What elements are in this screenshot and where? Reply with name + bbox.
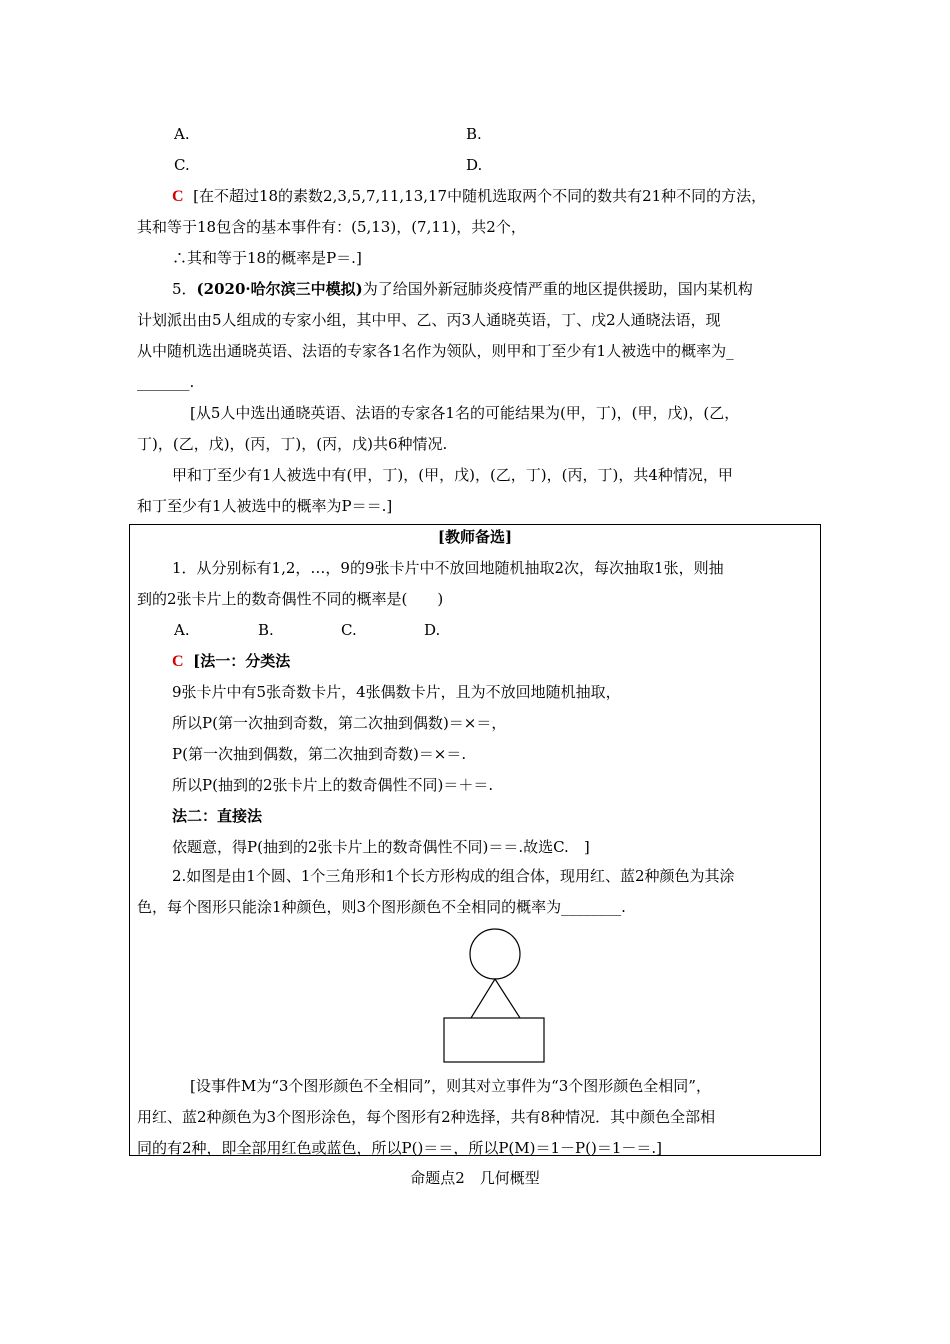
q4-solution-line-3: ∴其和等于18的概率是P＝.] [172, 249, 362, 267]
tp1-method-2: 法二：直接法 [172, 807, 263, 825]
tp1-step-2: 所以P(第一次抽到奇数，第二次抽到偶数)＝×＝， [172, 714, 507, 732]
q5-line-3: 从中随机选出通晓英语、法语的专家各1名作为领队，则甲和丁至少有1人被选中的概率为_ [137, 342, 734, 360]
teacher-box-header: [教师备选] [437, 528, 513, 546]
q5-solution-line-1: [从5人中选出通晓英语、法语的专家各1名的可能结果为(甲，丁)，(甲，戊)，(乙， [190, 404, 740, 422]
figure-triangle [471, 979, 520, 1018]
tp1-method-1: C [法一：分类法 [172, 652, 291, 670]
figure-circle [470, 929, 520, 979]
q4-option-a: A. [174, 125, 190, 143]
tp2-solution-line-1: [设事件M为“3个图形颜色不全相同”，则其对立事件为“3个图形颜色全相同”， [190, 1077, 711, 1095]
tp1-option-c: C. [341, 621, 357, 639]
q5-solution-line-4: 和丁至少有1人被选中的概率为P＝＝.] [137, 497, 393, 515]
tp1-option-a: A. [174, 621, 190, 639]
tp1-line-2: 到的2张卡片上的数奇偶性不同的概率是( ) [137, 590, 444, 608]
tp1-option-d: D. [424, 621, 441, 639]
q4-solution-line-2: 其和等于18包含的基本事件有：(5,13)，(7,11)，共2个， [137, 218, 526, 236]
section-title: 命题点2 几何概型 [410, 1169, 540, 1187]
tp1-step-5: 依题意，得P(抽到的2张卡片上的数奇偶性不同)＝＝.故选C. ] [172, 838, 590, 856]
tp2-solution-line-3: 同的有2种，即全部用红色或蓝色，所以P()＝＝，所以P(M)＝1－P()＝1－＝.] [137, 1139, 663, 1157]
q5-solution-line-2: 丁)，(乙，戊)，(丙，丁)，(丙，戊)共6种情况. [137, 435, 448, 453]
q4-option-d: D. [466, 156, 483, 174]
q4-answer-letter: C [172, 188, 184, 205]
figure-rectangle [444, 1018, 544, 1062]
q4-solution-line-1: C [在不超过18的素数2,3,5,7,11,13,17中随机选取两个不同的数共有21种不同的方法， [172, 187, 767, 205]
tp1-step-4: 所以P(抽到的2张卡片上的数奇偶性不同)＝＋＝. [172, 776, 494, 794]
tp1-step-3: P(第一次抽到偶数，第二次抽到奇数)＝×＝. [172, 745, 467, 763]
tp1-step-1: 9张卡片中有5张奇数卡片，4张偶数卡片，且为不放回地随机抽取， [172, 683, 621, 701]
q5-line-1: 5．(2020·哈尔滨三中模拟)为了给国外新冠肺炎疫情严重的地区提供援助，国内某机构 [172, 280, 753, 298]
tp2-line-1: 2.如图是由1个圆、1个三角形和1个长方形构成的组合体，现用红、蓝2种颜色为其涂 [172, 867, 735, 885]
combined-shape-figure [438, 926, 550, 1066]
tp2-solution-line-2: 用红、蓝2种颜色为3个图形涂色，每个图形有2种选择，共有8种情况．其中颜色全部相 [137, 1108, 716, 1126]
q4-option-c: C. [174, 156, 190, 174]
q5-source: (2020·哈尔滨三中模拟) [196, 280, 363, 298]
q5-line-2: 计划派出由5人组成的专家小组，其中甲、乙、丙3人通晓英语，丁、戊2人通晓法语，现 [137, 311, 721, 329]
tp1-answer-letter: C [172, 653, 184, 670]
q5-solution-line-3: 甲和丁至少有1人被选中有(甲，丁)，(甲，戊)，(乙，丁)，(丙，丁)，共4种情况，甲 [172, 466, 733, 484]
q4-option-b: B. [466, 125, 482, 143]
tp2-line-2: 色，每个图形只能涂1种颜色，则3个图形颜色不全相同的概率为________. [137, 898, 626, 916]
q5-line-4: _______. [137, 373, 195, 391]
tp1-option-b: B. [258, 621, 274, 639]
tp1-line-1: 1．从分别标有1,2，…，9的9张卡片中不放回地随机抽取2次，每次抽取1张，则抽 [172, 559, 724, 577]
